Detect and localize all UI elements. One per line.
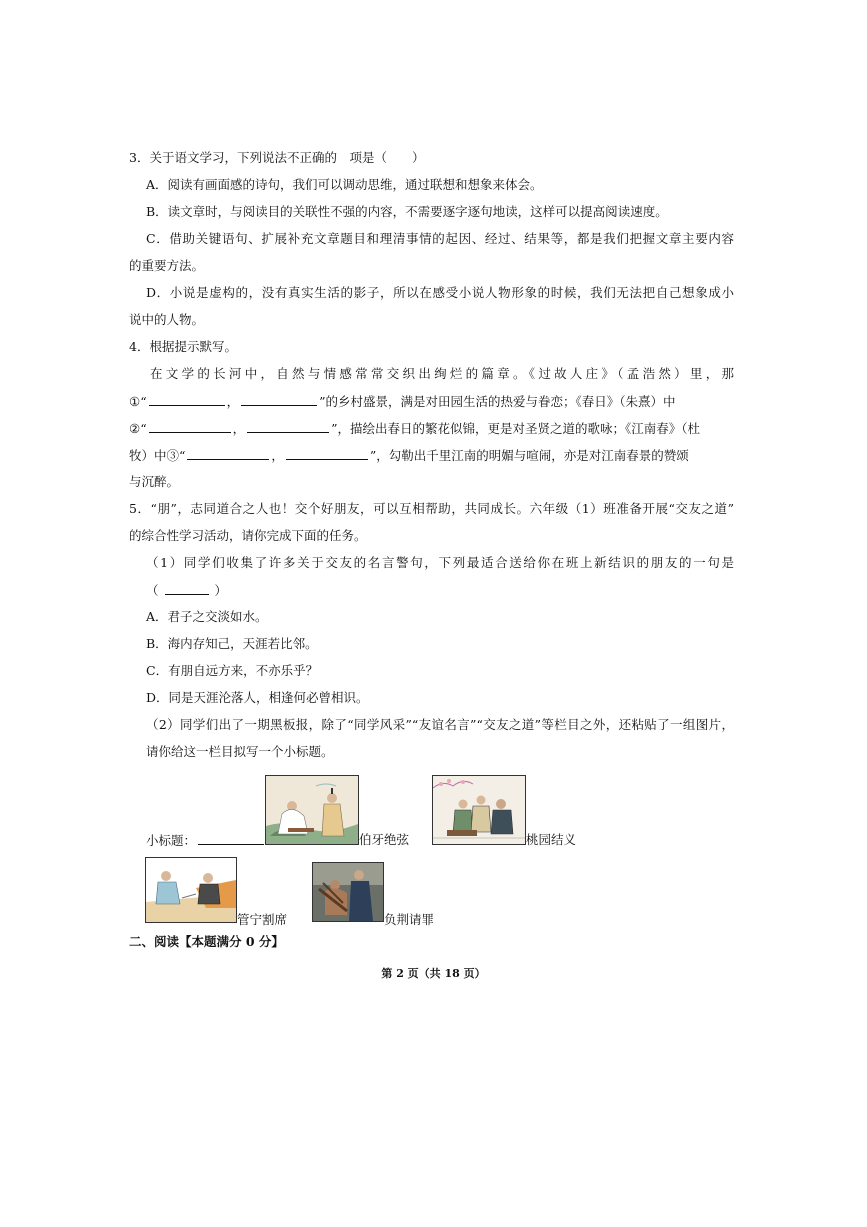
q4-line-5: 与沉醉。 xyxy=(129,474,180,489)
q4-line-4 xyxy=(129,447,689,464)
answer-blank-6[interactable] xyxy=(286,447,368,460)
subtitle-label: 小标题： xyxy=(146,833,197,848)
subtitle-answer-blank[interactable] xyxy=(198,832,264,845)
q4-line-1: 在文学的长河中，自然与情感常常交织出绚烂的篇章。《过故人庄》（孟浩然）里，那 xyxy=(150,366,734,381)
answer-blank-1[interactable] xyxy=(149,393,225,406)
q5-option-c: C．有朋自远方来，不亦乐乎？ xyxy=(146,663,319,678)
q4-line-3-rest: ”，描绘出春日的繁花似锦，更是对圣贤之道的歌咏；《江南春》（杜 xyxy=(331,421,701,436)
boya-juexian-illustration xyxy=(266,776,358,844)
answer-blank-q5-1[interactable] xyxy=(165,582,209,595)
q4-stem: 4．根据提示默写。 xyxy=(129,339,237,354)
q5-part1-line1: （1）同学们收集了许多关于交友的名言警句，下列最适合送给你在班上新结识的朋友的一句是 xyxy=(146,555,734,570)
caption-fujing-qingzui: 负荆请罪 xyxy=(384,912,435,927)
caption-guanning-gexi: 管宁割席 xyxy=(237,912,288,927)
q4-line-2 xyxy=(129,393,676,410)
q5-part2-line2: 请你给这一栏目拟写一个小标题。 xyxy=(146,744,334,759)
q3-option-c-line2: 的重要方法。 xyxy=(129,258,205,273)
q3-option-d-line2: 说中的人物。 xyxy=(129,312,205,327)
q4-line-2-open: ①“ xyxy=(129,394,147,409)
q4-line-4-rest: ”，勾勒出千里江南的明媚与喧闹，亦是对江南春景的赞颂 xyxy=(369,448,689,463)
q3-option-d-line1: D．小说是虚构的，没有真实生活的影子，所以在感受小说人物形象的时候，我们无法把自己想象成小 xyxy=(146,285,734,300)
picture-boya-juexian xyxy=(265,775,359,845)
subtitle-answer-line xyxy=(146,832,266,849)
q5-option-a: A．君子之交淡如水。 xyxy=(146,609,268,624)
picture-guanning-gexi xyxy=(145,857,237,923)
q4-line-3-comma: ， xyxy=(232,421,246,436)
q4-line-2-rest: ”的乡村盛景，满是对田园生活的热爱与眷恋；《春日》（朱熹）中 xyxy=(319,394,676,409)
q4-line-4-open: 牧）中③“ xyxy=(129,448,186,463)
answer-blank-3[interactable] xyxy=(149,420,231,433)
q3-option-c-line1: C．借助关键语句、扩展补充文章题目和理清事情的起因、经过、结果等，都是我们把握文章主要内容 xyxy=(146,231,734,246)
q4-line-3 xyxy=(129,420,700,437)
picture-taoyuan-jieyi xyxy=(432,775,526,845)
q5-part1-paren-close: ） xyxy=(214,583,228,598)
q5-part1-paren-open: （ xyxy=(146,583,159,598)
q5-line-1: 5．“朋”，志同道合之人也！交个好朋友，可以互相帮助，共同成长。六年级（1）班准备开展“交友之道” xyxy=(129,501,734,516)
caption-boya-juexian: 伯牙绝弦 xyxy=(359,832,410,847)
q3-option-b: B．读文章时，与阅读目的关联性不强的内容，不需要逐字逐句地读，这样可以提高阅读速度。 xyxy=(146,204,668,219)
fujing-qingzui-illustration xyxy=(313,863,383,921)
guanning-gexi-illustration xyxy=(146,858,236,922)
q5-option-b: B．海内存知己，天涯若比邻。 xyxy=(146,636,318,651)
answer-blank-2[interactable] xyxy=(241,393,317,406)
caption-taoyuan-jieyi: 桃园结义 xyxy=(526,832,577,847)
q4-line-2-comma: ， xyxy=(226,394,240,409)
taoyuan-jieyi-illustration xyxy=(433,776,525,844)
q5-option-d: D．同是天涯沦落人，相逢何必曾相识。 xyxy=(146,690,369,705)
q5-line-2: 的综合性学习活动，请你完成下面的任务。 xyxy=(129,528,367,543)
q4-line-3-open: ②“ xyxy=(129,421,147,436)
page-footer: 第 2 页（共 18 页） xyxy=(381,967,486,980)
q3-stem: 3．关于语文学习，下列说法不正确的 项是（ ） xyxy=(129,150,425,165)
picture-fujing-qingzui xyxy=(312,862,384,922)
section-reading-heading: 二、阅读【本题满分 0 分】 xyxy=(129,934,284,949)
q3-option-a: A．阅读有画面感的诗句，我们可以调动思维，通过联想和想象来体会。 xyxy=(146,177,543,192)
q5-part2-line1: （2）同学们出了一期黑板报，除了“同学风采”“友谊名言”“交友之道”等栏目之外，还粘贴了一组图片， xyxy=(146,717,734,732)
q5-part1-line2 xyxy=(146,582,227,599)
answer-blank-4[interactable] xyxy=(247,420,329,433)
q4-line-4-comma: ， xyxy=(271,448,284,463)
answer-blank-5[interactable] xyxy=(187,447,269,460)
